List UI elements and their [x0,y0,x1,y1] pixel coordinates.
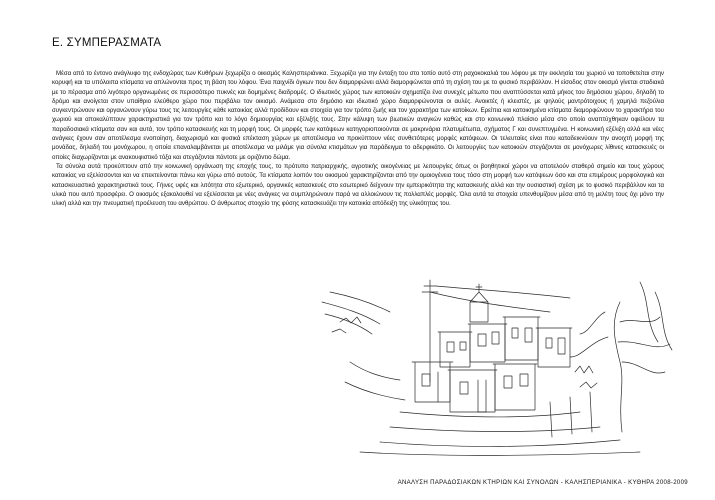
section-heading: Ε. ΣΥΜΠΕΡΑΣΜΑΤΑ [52,37,162,49]
paragraph-2: Τα σύνολα αυτά προκύπτουν από την κοινωνική οργάνωση της εποχής τους, το πρότυπο πατριαρχικής, αγροτικής οικογένειας με λειτουργίες όπως οι βοηθητικοί χώροι να αποτελούν σταθερό σημείο και τους χώρους κατοικίας να εξελίσσονται και να επεκτείνονται πάνω και γύρω από αυτούς. Τα κτίσματα λοιπόν του οικισμού χαρακτηρίζονται από την ομοιογένεια τους τόσο στη μορφή των κατόψεων όσο και στα επιμέρους μορφολογικά και κατασκευαστικά χαρακτηριστικά τους. Γήινες υφές και λιτότητα στο εξωτερικό, οργανικές κατασκευές στο εσωτερικό δείχνουν την εμπειρικότητα της κατασκευής αλλά και την ουσιαστική σχέση με το φυσικό περιβάλλον και τα υλικά που αυτό προσφέρει. Ο οικισμός εξακολουθεί να εξελίσσεται με νέες ανάγκες να συμπληρώνουν παρά να αλλοιώνουν τις πολλαπλές μορφές. Όλα αυτά τα στοιχεία υπενθυμίζουν μέσα από τη μελέτη τους όχι μόνο την υλική αλλά και την πνευματική προέλευση του ανθρώπου. Ο άνθρωπος στοιχείο της φύσης κατασκευάζει την κατοικία απόδειξη της υλικότητας του. [52,162,664,208]
village-sketch-icon [320,262,675,457]
footer-caption: ΑΝΑΛΥΣΗ ΠΑΡΑΔΟΣΙΑΚΩΝ ΚΤΗΡΙΩΝ ΚΑΙ ΣΥΝΟΛΩΝ - ΚΑΛΗΣΠΕΡΙΑΝΙΚΑ - ΚΥΘΗΡΑ 2008-2009 [397,479,688,486]
conclusion-text [52,69,664,208]
paragraph-1: Μέσα από το έντονο ανάγλυφο της ενδοχώρας των Κυθήρων ξεχωρίζει ο οικισμός Καλησπεριάνικα. Ξεχωρίζει για την ένταξη του στο τοπίο αυτό στη ραχοκοκαλιά του λόφου με την εκκλησία του χωριού να τοποθετείται στην κορυφή και τα υπόλοιπα κτίσματα να απλώνονται προς τη βάση του λόφου. Ένα παιχνίδι όγκων που δεν διαμορφώνει αλλά διαμορφώνεται από τη σχέση του με το φυσικό περιβάλλον. Η είσοδος στον οικισμό γίνεται σταδιακά με το πέρασμα από λιγότερο οργανωμένες σε περισσότερο πυκνές και δομημένες διαδρομές. Ο ιδιωτικός χώρος των κατοικιών σχηματίζει ένα συνεχές μέτωπο που αναπτύσσεται κατά μήκος του δημόσιου χώρου, δηλαδή το δρόμο και ανοίγεται στον υπαίθριο ελεύθερο χώρο που περιβάλει τον οικισμό. Ανάμεσα στο δημόσιο και ιδιωτικό χώρο διαμορφώνονται οι αυλές. Ανοικτές ή κλειστές, με ψηλούς μαντρότοιχους ή χαμηλά πεζούλια συγκεντρώνουν και οργανώνουν γύρω τους τις λειτουργίες κάθε κατοικίας αλλά προδίδουν και στοιχεία για τον τρόπο ζωής και τον χαρακτήρα των κατοίκων. Ερείπια και κατοικημένα κτίσματα διαμορφώνουν το χαρακτήρα του χωριού και αποκαλύπτουν χαρακτηριστικά για τον τρόπο και το λόγο δημιουργίας και εξέλιξής τους. Στην κάλυψη των βιωτικών αναγκών καθώς και στο κοινωνικό πλαίσιο μέσα στο οποίο αναπτύχθηκαν οφείλουν τα παραδοσιακά κτίσματα σαν και αυτά, τον τρόπο κατασκευής και τη μορφή τους. Οι μορφές των κατόψεων κατηγοριοποιούνται σε μακρινάρια πλατυμέτωπα, σχήματος Γ και συνεπτυγμένα. Η κοινωνική εξέλιξη αλλά και νέες ανάγκες έχουν σαν αποτέλεσμα ενοποίηση, διαχωρισμό και φυσικά επέκταση χώρων με αποτέλεσμα να προκύπτουν νέες συνθετότερες μορφές κατόψεων. Οι τελευταίες είναι που καταδεικνύουν την ανοιχτή μορφή της μονάδας, δηλαδή του μονόχωρου, η οποία επαναλαμβάνεται με αποτέλεσμα να μιλάμε για σύνολα κτισμάτων για παράδειγμα το αδερφικάτο. Οι λειτουργίες των κατοικιών στεγάζονται σε μονόχωρες λίθινες κατασκευές οι οποίες διαχωρίζονται με ανακουφιστικό τόξα και στεγάζονται πάντοτε με οριζόντιο δώμα. [52,70,664,161]
